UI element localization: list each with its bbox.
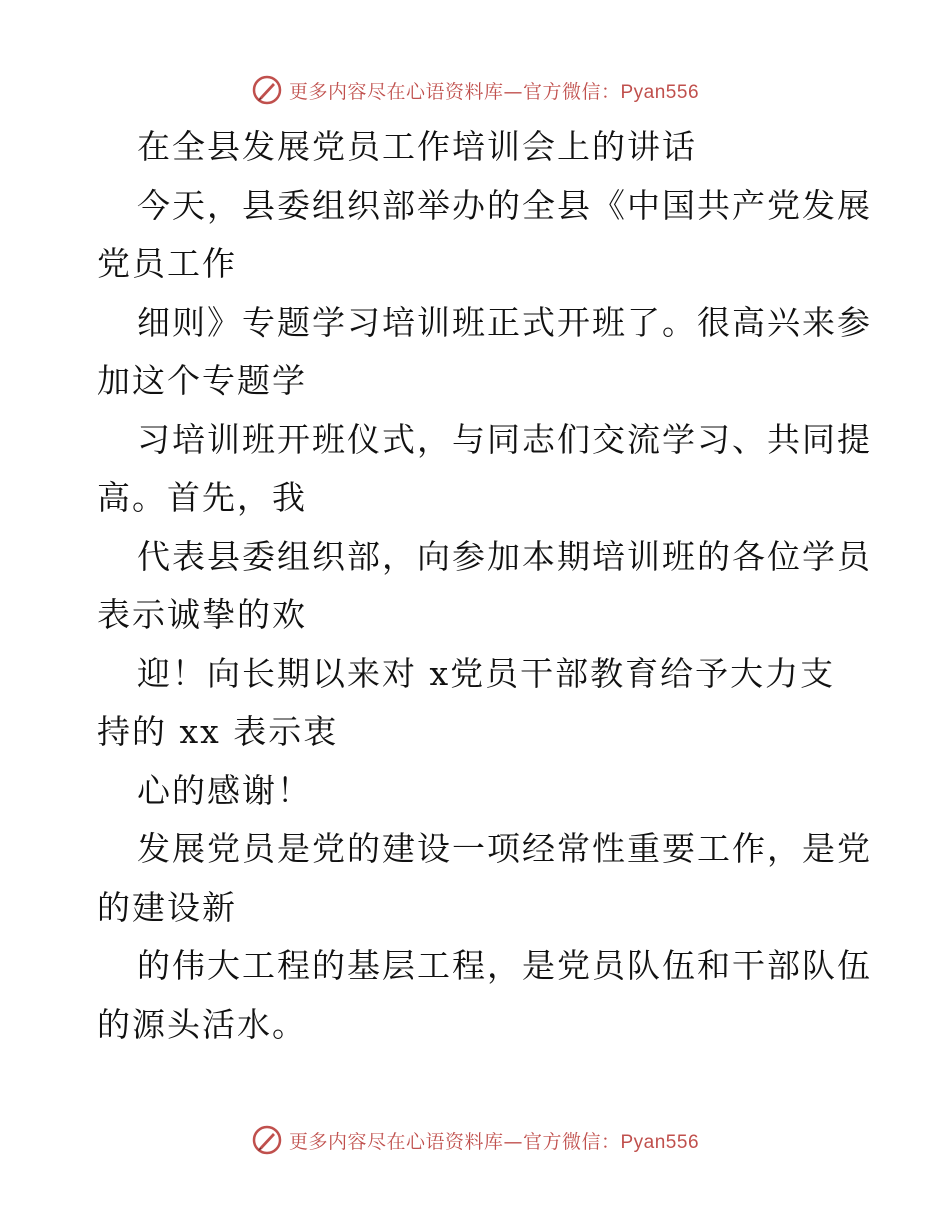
watermark-wechat-account: Pyan556: [620, 81, 700, 103]
watermark-text-group: [289, 77, 699, 104]
watermark-site-name: 更多内容尽在心语资料库: [288, 1130, 504, 1153]
watermark-wechat-account: Pyan556: [620, 1131, 700, 1153]
watermark-wechat-label: 官方微信：: [522, 1130, 621, 1153]
watermark-site-name: 更多内容尽在心语资料库: [288, 80, 504, 103]
footer-watermark: [0, 1120, 950, 1160]
quill-logo-icon: [251, 74, 283, 106]
text-line: 持的 xx 表示衷: [97, 712, 339, 751]
text-line: 的源头活水。: [97, 1004, 307, 1044]
document-body: [97, 118, 877, 1054]
text-line: 细则》专题学习培训班正式开班了。很高兴来参: [137, 302, 872, 342]
text-line: 习培训班开班仪式，与同志们交流学习、共同提: [137, 419, 872, 459]
text-line: 的伟大工程的基层工程，是党员队伍和干部队伍: [137, 946, 872, 985]
watermark-separator: —: [503, 1130, 523, 1153]
text-line: 代表县委组织部，向参加本期培训班的各位学员: [137, 536, 872, 576]
text-line: 党员工作: [97, 244, 237, 283]
header-watermark: [0, 70, 950, 110]
watermark-separator: —: [503, 80, 523, 103]
text-line: 表示诚挚的欢: [97, 595, 307, 634]
text-line: 心的感谢！: [137, 770, 312, 810]
text-line: 迎！向长期以来对 x党员干部教育给予大力支: [137, 653, 836, 693]
text-line: 发展党员是党的建设一项经常性重要工作，是党: [137, 829, 872, 868]
text-line: 加这个专题学: [97, 361, 307, 400]
quill-logo-icon: [251, 1124, 283, 1156]
text-line: 在全县发展党员工作培训会上的讲话: [137, 127, 697, 166]
watermark-text-group: [289, 1127, 699, 1154]
watermark-wechat-label: 官方微信：: [522, 80, 621, 103]
text-line: 今天，县委组织部举办的全县《中国共产党发展: [137, 185, 872, 225]
text-line: 高。首先，我: [97, 478, 307, 517]
text-line: 的建设新: [97, 887, 237, 927]
